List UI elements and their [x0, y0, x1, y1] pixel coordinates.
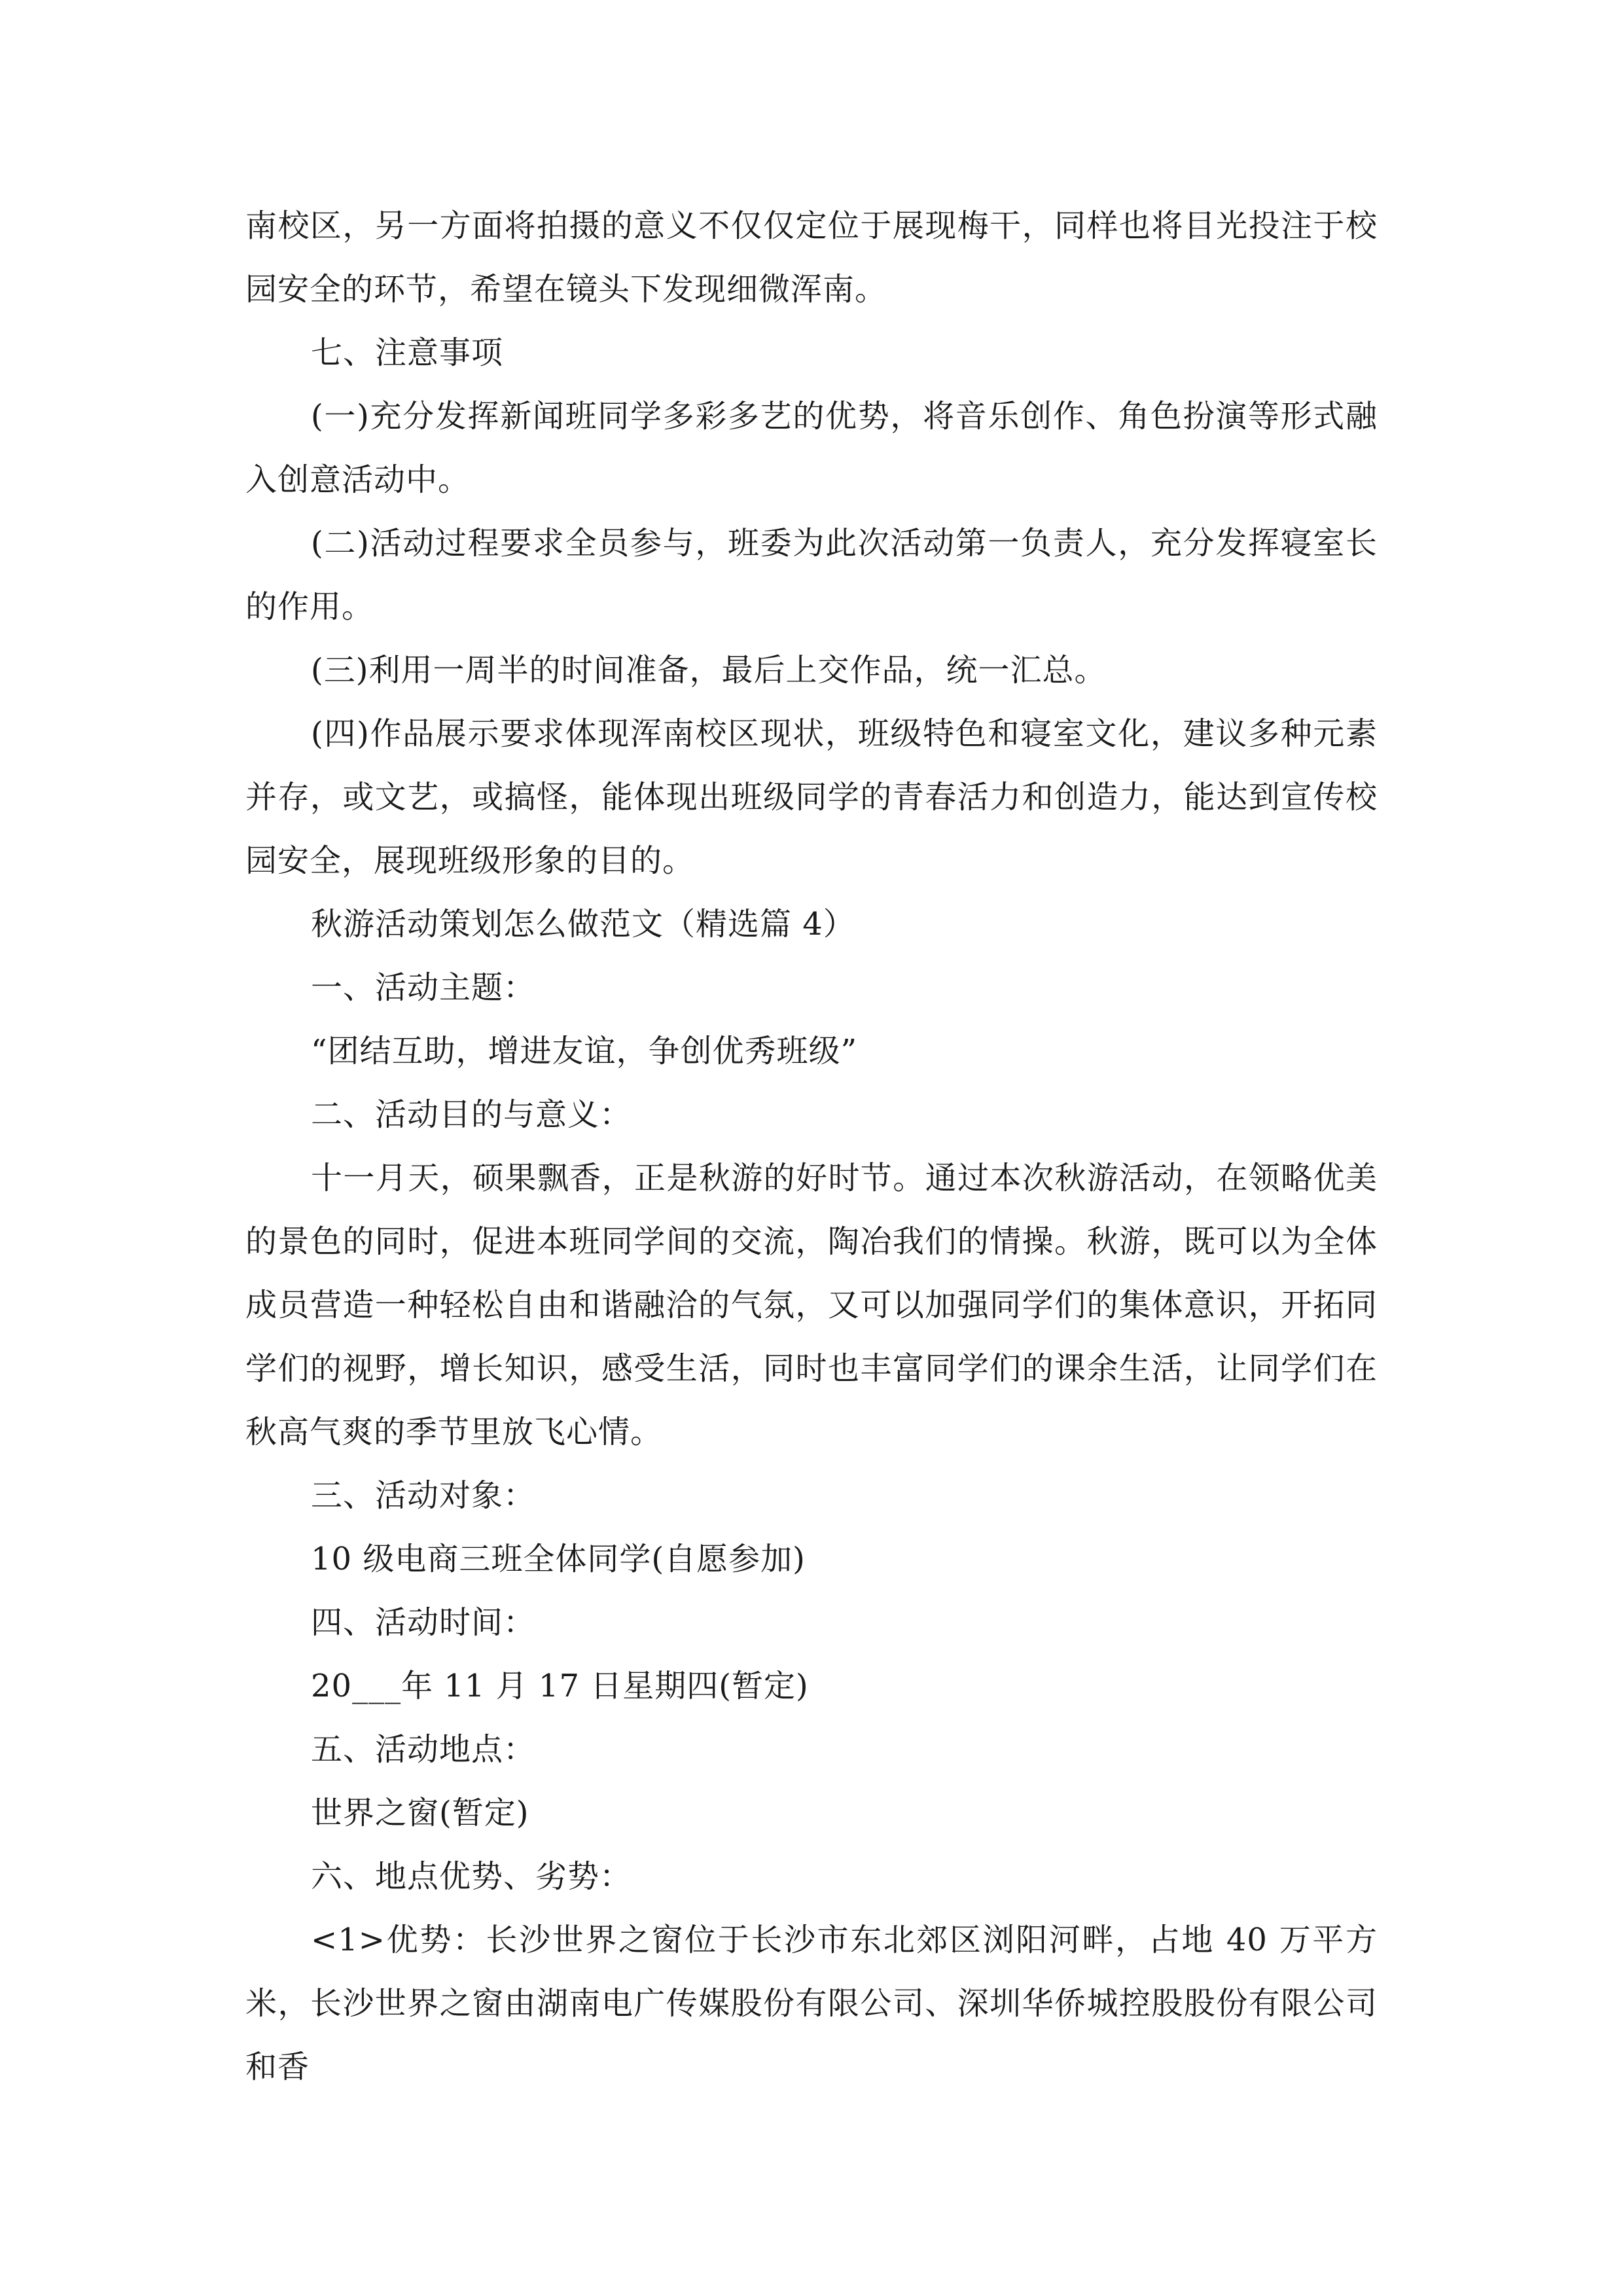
section-heading: 六、地点优势、劣势： [311, 1858, 632, 1895]
paragraph: 南校区，另一方面将拍摄的意义不仅仅定位于展现梅干，同样也将目光投注于校园安全的环节，希望在镜头下发现细微浑南。 [245, 207, 1378, 308]
section-heading: 五、活动地点： [311, 1731, 536, 1768]
paragraph: 10 级电商三班全体同学(自愿参加) [311, 1541, 806, 1577]
section-heading: 三、活动对象： [311, 1477, 536, 1514]
article-title: 秋游活动策划怎么做范文（精选篇 4） [311, 906, 855, 942]
paragraph: 世界之窗(暂定) [311, 1795, 529, 1831]
paragraph: (二)活动过程要求全员参与，班委为此次活动第一负责人，充分发挥寝室长的作用。 [245, 525, 1378, 625]
paragraph: (三)利用一周半的时间准备，最后上交作品，统一汇总。 [311, 652, 1107, 689]
section-heading: 二、活动目的与意义： [311, 1096, 632, 1133]
section-heading: 七、注意事项 [311, 334, 504, 371]
document-body [245, 194, 1378, 2099]
paragraph: (一)充分发挥新闻班同学多彩多艺的优势，将音乐创作、角色扮演等形式融入创意活动中。 [245, 398, 1378, 498]
section-heading: 四、活动时间： [311, 1604, 536, 1641]
section-heading: 一、活动主题： [311, 969, 536, 1006]
paragraph: <1>优势：长沙世界之窗位于长沙市东北郊区浏阳河畔，占地 40 万平方米，长沙世界之窗由湖南电广传媒股份有限公司、深圳华侨城控股股份有限公司和香 [245, 1922, 1378, 2085]
paragraph: “团结互助，增进友谊，争创优秀班级” [311, 1033, 858, 1069]
paragraph: (四)作品展示要求体现浑南校区现状，班级特色和寝室文化，建议多种元素并存，或文艺，或搞怪，能体现出班级同学的青春活力和创造力，能达到宣传校园安全，展现班级形象的目的。 [245, 715, 1378, 879]
paragraph: 20___年 11 月 17 日星期四(暂定) [311, 1668, 809, 1704]
paragraph: 十一月天，硕果飘香，正是秋游的好时节。通过本次秋游活动，在领略优美的景色的同时，促进本班同学间的交流，陶冶我们的情操。秋游，既可以为全体成员营造一种轻松自由和谐融洽的气氛，又可以加强同学们的集体意识，开拓同学们的视野，增长知识，感受生活，同时也丰富同学们的课余生活，让同学们在秋高气爽的季节里放飞心情。 [245, 1160, 1378, 1450]
